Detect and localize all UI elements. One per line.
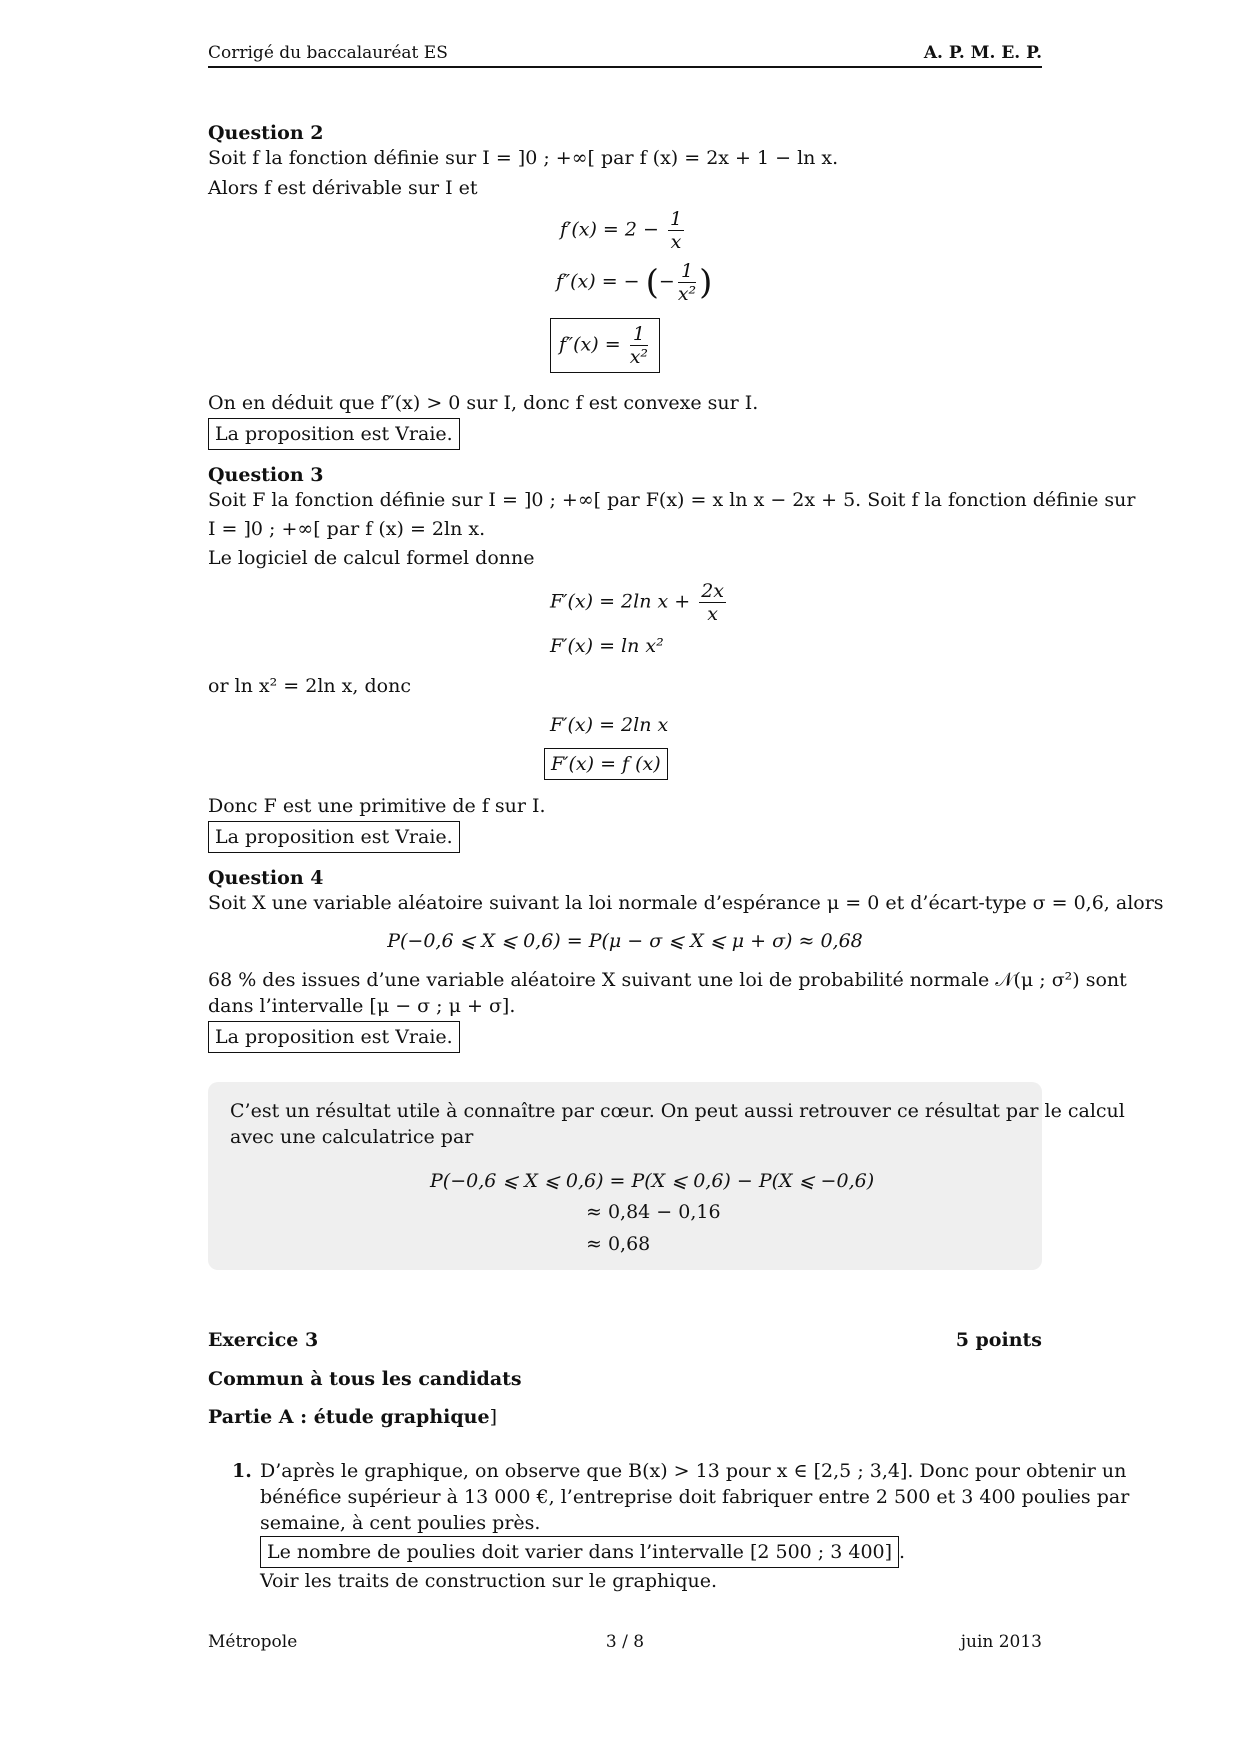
footer-right: juin 2013: [960, 1632, 1042, 1652]
note-eq1: P(−0,6 ⩽ X ⩽ 0,6) = P(X ⩽ 0,6) − P(X ⩽ −0,6): [430, 1170, 875, 1192]
q2-eq3-lhs: f″(x) =: [559, 333, 621, 356]
q3-eq1-num: 2x: [701, 580, 725, 602]
q2-eq3-num: 1: [630, 323, 648, 346]
q3-eq1-lhs: F′(x) = 2ln x +: [550, 590, 691, 613]
ex3-item-boxed-suffix: .: [899, 1541, 906, 1563]
ex3-part: Partie A : étude graphique: [208, 1406, 490, 1428]
q2-eq1-num: 1: [669, 208, 683, 230]
q3-line1: Soit F la fonction définie sur I = ]0 ; +∞[ par F(x) = x ln x − 2x + 5. Soit f la fonction définie sur: [208, 489, 1136, 511]
note-eq3: ≈ 0,68: [586, 1233, 651, 1255]
q2-eq2-lhs: f″(x) = −: [556, 270, 640, 293]
q2-eq2-den: x²: [677, 283, 697, 305]
q3-eq4-boxed: F′(x) = f (x): [544, 748, 668, 780]
q3-title: Question 3: [208, 464, 324, 486]
footer-page-number: 3 / 8: [605, 1632, 645, 1652]
q3-conclusion: Donc F est une primitive de f sur I.: [208, 795, 546, 817]
q3-eq2: F′(x) = ln x²: [550, 635, 664, 657]
q2-eq1: [560, 208, 687, 253]
note-line1: C’est un résultat utile à connaître par cœur. On peut aussi retrouver ce résultat par le calcul: [230, 1100, 1125, 1122]
q2-eq3-frac: [630, 323, 648, 368]
q2-line2: Alors f est dérivable sur I et: [208, 177, 478, 199]
q3-eq1-den: x: [707, 603, 718, 625]
q2-conclusion: On en déduit que f″(x) > 0 sur I, donc f est convexe sur I.: [208, 392, 759, 414]
q2-title: Question 2: [208, 122, 324, 144]
ex3-part-suffix: ]: [489, 1406, 497, 1428]
ex3-item-line1: D’après le graphique, on observe que B(x) > 13 pour x ∈ [2,5 ; 3,4]. Donc pour obtenir un: [260, 1460, 1127, 1482]
ex3-item-line4: Voir les traits de construction sur le graphique.: [260, 1570, 718, 1592]
q3-line2: I = ]0 ; +∞[ par f (x) = 2ln x.: [208, 518, 486, 540]
q4-answer: La proposition est Vraie.: [208, 1021, 460, 1053]
q2-eq2-num: 1: [678, 260, 696, 283]
q2-eq1-den: x: [670, 231, 682, 253]
header-org: A. P. M. E. P.: [923, 43, 1042, 63]
q2-eq3-den: x²: [629, 346, 649, 368]
q3-eq1: [550, 580, 729, 625]
note-line2: avec une calculatrice par: [230, 1126, 474, 1148]
ex3-item-number: 1.: [232, 1460, 252, 1482]
ex3-item-boxed-line: [260, 1536, 905, 1568]
q4-eq1: P(−0,6 ⩽ X ⩽ 0,6) = P(μ − σ ⩽ X ⩽ μ + σ) ≈ 0,68: [387, 930, 863, 952]
q4-line1: Soit X une variable aléatoire suivant la loi normale d’espérance μ = 0 et d’écart-type σ = 0,6, alors: [208, 892, 1164, 914]
q2-eq3-boxed: [550, 318, 660, 373]
header-title: Corrigé du baccalauréat ES: [208, 43, 448, 63]
ex3-part-heading: [208, 1404, 497, 1430]
q2-eq2: f″(x) = − (− $\frac{1}{\text{x²}}$ ): [556, 260, 713, 305]
q2-answer: La proposition est Vraie.: [208, 418, 460, 450]
q2-eq2-frac: [678, 260, 696, 305]
q4-line3: dans l’intervalle [μ − σ ; μ + σ].: [208, 995, 516, 1017]
header-rule: [208, 66, 1042, 68]
note-box: [208, 1082, 1125, 1270]
ex3-item-boxed: Le nombre de poulies doit varier dans l’intervalle [2 500 ; 3 400]: [260, 1536, 899, 1568]
document-page: [208, 0, 1164, 1754]
note-eq2: ≈ 0,84 − 0,16: [586, 1201, 721, 1223]
q2-eq2-inner: −: [658, 270, 675, 293]
q2-eq1-lhs: f′(x) = 2 −: [560, 218, 659, 241]
q2-eq1-frac: [668, 208, 684, 253]
ex3-points: 5 points: [955, 1329, 1042, 1351]
q3-eq1-frac: [699, 580, 726, 625]
q3-or-line: or ln x² = 2ln x, donc: [208, 675, 411, 697]
q4-title: Question 4: [208, 867, 324, 889]
ex3-subtitle: Commun à tous les candidats: [208, 1368, 522, 1390]
q2-line1: Soit f la fonction définie sur I = ]0 ; +∞[ par f (x) = 2x + 1 − ln x.: [208, 147, 839, 169]
ex3-item-line2: bénéfice supérieur à 13 000 €, l’entreprise doit fabriquer entre 2 500 et 3 400 poulies par: [260, 1486, 1130, 1508]
footer-left: Métropole: [208, 1632, 298, 1652]
q4-line2: 68 % des issues d’une variable aléatoire X suivant une loi de probabilité normale 𝒩(μ ; σ²) sont: [208, 969, 1127, 991]
ex3-title: Exercice 3: [208, 1329, 319, 1351]
ex3-item-line3: semaine, à cent poulies près.: [260, 1512, 541, 1534]
q3-line3: Le logiciel de calcul formel donne: [208, 547, 535, 569]
q3-eq3: F′(x) = 2ln x: [550, 714, 669, 736]
q3-answer: La proposition est Vraie.: [208, 821, 460, 853]
